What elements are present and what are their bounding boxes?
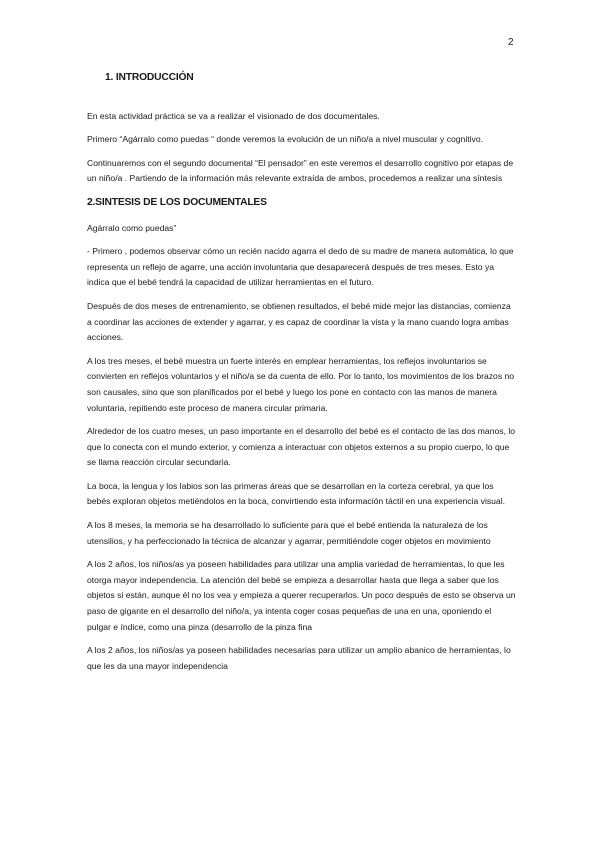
section-heading-sintesis: 2.SINTESIS DE LOS DOCUMENTALES [87, 196, 267, 208]
section-heading-introduccion: 1. INTRODUCCIÓN [105, 72, 194, 83]
paragraph: A los tres meses, el bebé muestra un fuerte interés en emplear herramientas, los reflejos involuntarios se convierten en reflejos voluntarios y el niño/a se da cuenta de ello. Por lo tanto, los movimientos de los brazos no son causales, sino que son planificados por el bebé y luego los pone en contacto con las manos de manera voluntaria, repitiendo este proceso de manera circular primaria. [87, 355, 515, 413]
paragraph: - Primero , podemos observar cómo un recién nacido agarra el dedo de su madre de manera automática, lo que representa un reflejo de agarre, una acción involuntaria que desaparecerá después de tres meses. Esto ya indica que el bebé tendrá la capacidad de utilizar herramientas en el futuro. [87, 246, 514, 288]
paragraph: Alrededor de los cuatro meses, un paso importante en el desarrollo del bebé es el contacto de las dos manos, lo que lo conecta con el mundo exterior, y comienza a interactuar con objetos externos a su propio cuerpo, lo que se llama reacción circular secundaria. [87, 426, 516, 468]
paragraph: A los 8 meses, la memoria se ha desarrollado lo suficiente para que el bebé entienda la naturaleza de los utensilios, y ha perfeccionado la técnica de alcanzar y agarrar, permitiéndole coger objetos en movimiento [87, 520, 491, 546]
paragraph: Agárralo como puedas” [87, 222, 177, 233]
document-body [87, 70, 517, 682]
paragraph: En esta actividad práctica se va a realizar el visionado de dos documentales. [87, 110, 380, 121]
paragraph: Continuaremos con el segundo documental “El pensador” en este veremos el desarrollo cognitivo por etapas de un niño/a . Partiendo de la información más relevante extraída de ambos, procedemos a realizar una síntesis [87, 157, 514, 184]
paragraph: Primero “Agárralo como puedas “ donde veremos la evolución de un niño/a a nivel muscular y cognitivo. [87, 134, 483, 145]
paragraph: A los 2 años, los niños/as ya poseen habilidades para utilizar una amplia variedad de herramientas, lo que les otorga mayor independencia. La atención del bebé se empieza a desarrollar hasta que llega a saber que los objetos si están, aunque él no los vea y empieza a querer recuperarlos. Un poco después de esto se observa un paso de gigante en el desarrollo del niño/a, ya intenta coger cosas pequeñas de una en una, oponiendo el pulgar e índice, como una pinza (desarrollo de la pinza fina [87, 559, 516, 632]
page-number: 2 [508, 37, 514, 48]
paragraph: Después de dos meses de entrenamiento, se obtienen resultados, el bebé mide mejor las distancias, comienza a coordinar las acciones de extender y agarrar, y es capaz de coordinar la vista y la mano cuando logra ambas acciones. [87, 300, 511, 343]
paragraph: La boca, la lengua y los labios son las primeras áreas que se desarrollan en la corteza cerebral, ya que los bebés exploran objetos metiéndolos en la boca, convirtiendo esta información táctil en una experiencia visual. [87, 480, 506, 507]
paragraph: A los 2 años, los niños/as ya poseen habilidades necesarias para utilizar un amplio abanico de herramientas, lo que les da una mayor independencia [87, 645, 511, 671]
